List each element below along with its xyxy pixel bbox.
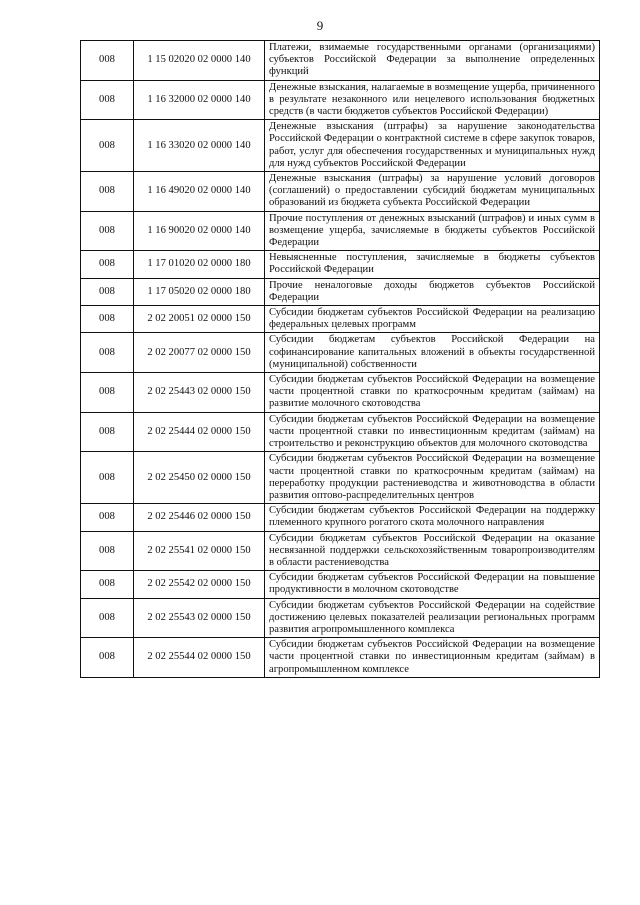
budget-code-cell: 2 02 25544 02 0000 150 <box>134 638 265 678</box>
table-body <box>81 41 600 678</box>
table-row <box>81 41 600 81</box>
table-row <box>81 373 600 413</box>
budget-code-cell: 1 17 05020 02 0000 180 <box>134 278 265 305</box>
table-row <box>81 80 600 120</box>
income-name-cell: Субсидии бюджетам субъектов Российской Федерации на поддержку племенного крупного рогатого скота молочного направления <box>265 504 600 531</box>
income-name-cell: Субсидии бюджетам субъектов Российской Федерации на реализацию федеральных целевых программ <box>265 306 600 333</box>
budget-code-cell: 2 02 20051 02 0000 150 <box>134 306 265 333</box>
budget-code-cell: 2 02 25543 02 0000 150 <box>134 598 265 638</box>
income-name-cell: Субсидии бюджетам субъектов Российской Федерации на оказание несвязанной поддержки сельскохозяйственным товаропроизводителям в области растениеводства <box>265 531 600 571</box>
table-row <box>81 412 600 452</box>
admin-code-cell: 008 <box>81 571 134 598</box>
admin-code-cell: 008 <box>81 172 134 212</box>
admin-code-cell: 008 <box>81 41 134 81</box>
budget-code-cell: 1 17 01020 02 0000 180 <box>134 251 265 278</box>
budget-code-cell: 2 02 25444 02 0000 150 <box>134 412 265 452</box>
budget-code-cell: 1 16 90020 02 0000 140 <box>134 211 265 251</box>
income-name-cell: Денежные взыскания, налагаемые в возмещение ущерба, причиненного в результате незаконного или нецелевого использования бюджетных средств (в части бюджетов субъектов Российской Федерации) <box>265 80 600 120</box>
admin-code-cell: 008 <box>81 598 134 638</box>
income-name-cell: Субсидии бюджетам субъектов Российской Федерации на повышение продуктивности в молочном скотоводстве <box>265 571 600 598</box>
table-row <box>81 278 600 305</box>
budget-code-cell: 1 15 02020 02 0000 140 <box>134 41 265 81</box>
table-row <box>81 120 600 172</box>
budget-code-cell: 1 16 33020 02 0000 140 <box>134 120 265 172</box>
admin-code-cell: 008 <box>81 211 134 251</box>
budget-code-cell: 2 02 20077 02 0000 150 <box>134 333 265 373</box>
income-name-cell: Субсидии бюджетам субъектов Российской Федерации на возмещение части процентной ставки по краткосрочным кредитам (займам) на переработку продукции растениеводства и животноводства в области развития оптово-распределительных центров <box>265 452 600 504</box>
admin-code-cell: 008 <box>81 412 134 452</box>
table-row <box>81 504 600 531</box>
budget-code-cell: 2 02 25542 02 0000 150 <box>134 571 265 598</box>
table-row <box>81 638 600 678</box>
admin-code-cell: 008 <box>81 333 134 373</box>
budget-code-cell: 2 02 25450 02 0000 150 <box>134 452 265 504</box>
income-name-cell: Невыясненные поступления, зачисляемые в бюджеты субъектов Российской Федерации <box>265 251 600 278</box>
admin-code-cell: 008 <box>81 504 134 531</box>
table-row <box>81 251 600 278</box>
income-name-cell: Субсидии бюджетам субъектов Российской Федерации на возмещение части процентной ставки по инвестиционным кредитам (займам) в агропромышленном комплексе <box>265 638 600 678</box>
income-name-cell: Субсидии бюджетам субъектов Российской Федерации на содействие достижению целевых показателей реализации региональных программ развития агропромышленного комплекса <box>265 598 600 638</box>
table-row <box>81 531 600 571</box>
table-row <box>81 571 600 598</box>
admin-code-cell: 008 <box>81 80 134 120</box>
admin-code-cell: 008 <box>81 452 134 504</box>
budget-code-cell: 1 16 49020 02 0000 140 <box>134 172 265 212</box>
budget-code-cell: 2 02 25446 02 0000 150 <box>134 504 265 531</box>
admin-code-cell: 008 <box>81 373 134 413</box>
income-name-cell: Платежи, взимаемые государственными органами (организациями) субъектов Российской Федерации за выполнение определенных функций <box>265 41 600 81</box>
admin-code-cell: 008 <box>81 251 134 278</box>
budget-codes-table <box>80 40 600 678</box>
table-row <box>81 172 600 212</box>
budget-code-cell: 2 02 25541 02 0000 150 <box>134 531 265 571</box>
table-row <box>81 306 600 333</box>
admin-code-cell: 008 <box>81 278 134 305</box>
income-name-cell: Денежные взыскания (штрафы) за нарушение условий договоров (соглашений) о предоставлении субсидий бюджетам муниципальных образований из бюджета субъекта Российской Федерации <box>265 172 600 212</box>
admin-code-cell: 008 <box>81 120 134 172</box>
table-row <box>81 598 600 638</box>
table-row <box>81 211 600 251</box>
budget-code-cell: 1 16 32000 02 0000 140 <box>134 80 265 120</box>
table-row <box>81 333 600 373</box>
income-name-cell: Субсидии бюджетам субъектов Российской Федерации на возмещение части процентной ставки по инвестиционным кредитам (займам) на строительство и реконструкцию объектов для молочного скотоводства <box>265 412 600 452</box>
income-name-cell: Прочие неналоговые доходы бюджетов субъектов Российской Федерации <box>265 278 600 305</box>
table-row <box>81 452 600 504</box>
income-name-cell: Прочие поступления от денежных взысканий (штрафов) и иных сумм в возмещение ущерба, зачисляемые в бюджеты субъектов Российской Федерации <box>265 211 600 251</box>
income-name-cell: Субсидии бюджетам субъектов Российской Федерации на софинансирование капитальных вложений в объекты государственной (муниципальной) собственности <box>265 333 600 373</box>
admin-code-cell: 008 <box>81 306 134 333</box>
page-number: 9 <box>316 18 324 33</box>
income-name-cell: Денежные взыскания (штрафы) за нарушение законодательства Российской Федерации о контрактной системе в сфере закупок товаров, работ, услуг для обеспечения государственных и муниципальных нужд для нужд субъектов Российской Федерации <box>265 120 600 172</box>
admin-code-cell: 008 <box>81 531 134 571</box>
budget-code-cell: 2 02 25443 02 0000 150 <box>134 373 265 413</box>
admin-code-cell: 008 <box>81 638 134 678</box>
income-name-cell: Субсидии бюджетам субъектов Российской Федерации на возмещение части процентной ставки по краткосрочным кредитам (займам) на развитие молочного скотоводства <box>265 373 600 413</box>
